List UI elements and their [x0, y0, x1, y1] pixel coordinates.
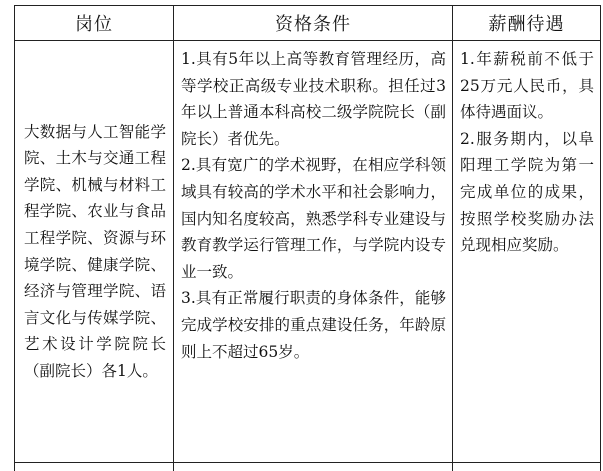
compensation-cell — [453, 41, 601, 463]
next-row-cell-1 — [15, 463, 174, 471]
compensation-item-1: 1.年薪税前不低于25万元人民币，具体待遇面议。 — [460, 46, 594, 126]
table-next-row-edge — [15, 463, 601, 471]
requirement-item-3: 3.具有正常履行职责的身体条件，能够完成学校安排的重点建设任务，年龄原则上不超过65岁。 — [181, 285, 446, 365]
position-cell: 大数据与人工智能学院、土木与交通工程学院、机械与材料工程学院、农业与食品工程学院、资源与环境学院、健康学院、经济与管理学院、语言文化与传媒学院、艺术设计学院院长（副院长）各1人。 — [15, 41, 174, 463]
next-row-cell-3 — [453, 463, 601, 471]
table-row — [15, 41, 601, 463]
requirement-item-2: 2.具有宽广的学术视野，在相应学科领域具有较高的学术水平和社会影响力，国内知名度较高，熟悉学科专业建设与教育教学运行管理工作，与学院内设专业一致。 — [181, 152, 446, 285]
header-requirements: 资格条件 — [174, 6, 453, 41]
compensation-item-2: 2.服务期内，以阜阳理工学院为第一完成单位的成果，按照学校奖励办法兑现相应奖励。 — [460, 126, 594, 259]
header-compensation: 薪酬待遇 — [453, 6, 601, 41]
header-position: 岗位 — [15, 6, 174, 41]
requirement-item-1: 1.具有5年以上高等教育管理经历，高等学校正高级专业技术职称。担任过3年以上普通本科高校二级学院院长（副院长）者优先。 — [181, 46, 446, 152]
table-header-row — [15, 6, 601, 41]
recruitment-table — [14, 5, 601, 471]
requirements-cell — [174, 41, 453, 463]
next-row-cell-2 — [174, 463, 453, 471]
